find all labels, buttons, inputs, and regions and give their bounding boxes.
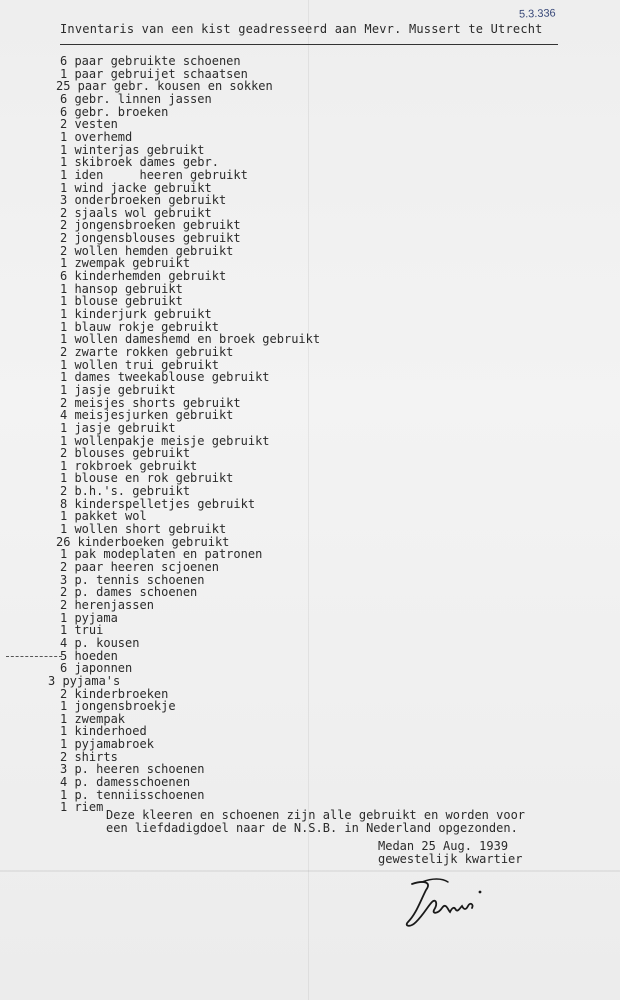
list-item: 6 kinderhemden gebruikt (60, 269, 227, 284)
footer-statement (106, 809, 525, 835)
list-item: 1 paar gebruijet schaatsen (60, 66, 248, 81)
list-item: 2 p. dames schoenen (60, 585, 198, 600)
list-item: 2 meisjes shorts gebruikt (60, 395, 241, 410)
list-item: 2 herenjassen (60, 597, 154, 612)
list-item: 2 zwarte rokken gebruikt (60, 344, 234, 359)
list-item: 2 b.h.'s. gebruikt (60, 484, 191, 499)
list-item: 6 gebr. linnen jassen (60, 91, 212, 106)
document-title: Inventaris van een kist geadresseerd aan Mevr. Mussert te Utrecht (60, 22, 543, 36)
list-item: 1 pyjamabroek (60, 737, 154, 752)
list-item: 3 pyjama's (48, 673, 121, 688)
list-item: 1 p. tenniisschoenen (60, 787, 205, 802)
list-item: 1 zwempak gebruikt (60, 256, 191, 271)
list-item: 1 pyjama (60, 610, 118, 625)
list-item: 4 p. kousen (60, 635, 140, 650)
list-item: 1 pakket wol (60, 509, 147, 524)
list-item: 26 kinderboeken gebruikt (56, 534, 230, 549)
list-item: 1 jasje gebruikt (60, 420, 176, 435)
list-item: 1 blouse en rok gebruikt (60, 471, 234, 486)
office-name: gewestelijk kwartier (378, 852, 523, 866)
list-item: 2 sjaals wol gebruikt (60, 205, 212, 220)
list-item: 1 skibroek dames gebr. (60, 155, 219, 170)
list-item: 3 p. tennis schoenen (60, 572, 205, 587)
list-item: 25 paar gebr. kousen en sokken (56, 79, 273, 94)
margin-dash-line (6, 656, 62, 657)
list-item: 1 dames tweekablouse gebruikt (60, 370, 270, 385)
list-item: 1 jongensbroekje (60, 699, 176, 714)
list-item: 2 wollen hemden gebruikt (60, 243, 234, 258)
list-item: 1 rokbroek gebruikt (60, 458, 198, 473)
list-item: 6 paar gebruikte schoenen (60, 54, 241, 68)
list-item: 1 overhemd (60, 129, 133, 144)
list-item: 1 zwempak (60, 711, 126, 726)
list-item: 4 meisjesjurken gebruikt (60, 408, 234, 423)
paper-fold-horizontal (0, 870, 620, 872)
footer-line-1: Deze kleeren en schoenen zijn alle gebruikt en worden voor (106, 808, 526, 822)
list-item: 1 blouse gebruikt (60, 294, 183, 309)
list-item: 2 jongensblouses gebruikt (60, 231, 241, 246)
list-item: 2 shirts (60, 749, 118, 764)
title-underline (60, 44, 558, 45)
list-item: 1 wollen trui gebruikt (60, 357, 219, 372)
list-item: 1 wollen dameshemd en broek gebruikt (60, 332, 321, 347)
list-item: 1 wind jacke gebruikt (60, 180, 212, 195)
list-item: 1 winterjas gebruikt (60, 142, 205, 157)
list-item: 8 kinderspelletjes gebruikt (60, 496, 256, 511)
list-item: 1 blauw rokje gebruikt (60, 319, 219, 334)
paper-fold-vertical (308, 0, 309, 1000)
archive-number: 5.3.336 (518, 7, 556, 21)
list-item: 3 p. heeren schoenen (60, 762, 205, 777)
list-item: 2 vesten (60, 117, 118, 132)
list-item: 1 kinderjurk gebruikt (60, 307, 212, 321)
list-item: 1 riem (60, 800, 104, 815)
list-item: 1 trui (60, 623, 104, 638)
list-item: 1 kinderhoed (60, 724, 147, 739)
list-item: 6 gebr. broeken (60, 104, 169, 119)
list-item: 3 onderbroeken gebruikt (60, 193, 227, 208)
list-item: 4 p. damesschoenen (60, 775, 191, 790)
list-item: 2 blouses gebruikt (60, 446, 191, 461)
list-item: 5 hoeden (60, 648, 118, 663)
list-item: 2 paar heeren scjoenen (60, 560, 219, 574)
handwritten-signature (402, 872, 492, 932)
list-item: 1 jasje gebruikt (60, 382, 176, 397)
list-item: 2 kinderbroeken (60, 686, 169, 701)
list-item: 1 iden heeren gebruikt (60, 167, 248, 182)
footer-line-2: een liefdadigdoel naar de N.S.B. in Nederland opgezonden. (106, 821, 518, 835)
list-item: 1 pak modeplaten en patronen (60, 547, 263, 562)
place-date: Medan 25 Aug. 1939 (378, 839, 509, 853)
list-item: 6 japonnen (60, 661, 133, 676)
list-item: 2 jongensbroeken gebruikt (60, 218, 241, 233)
list-item: 1 wollenpakje meisje gebruikt (60, 433, 270, 448)
list-item: 1 hansop gebruikt (60, 281, 183, 296)
list-item: 1 wollen short gebruikt (60, 522, 227, 537)
